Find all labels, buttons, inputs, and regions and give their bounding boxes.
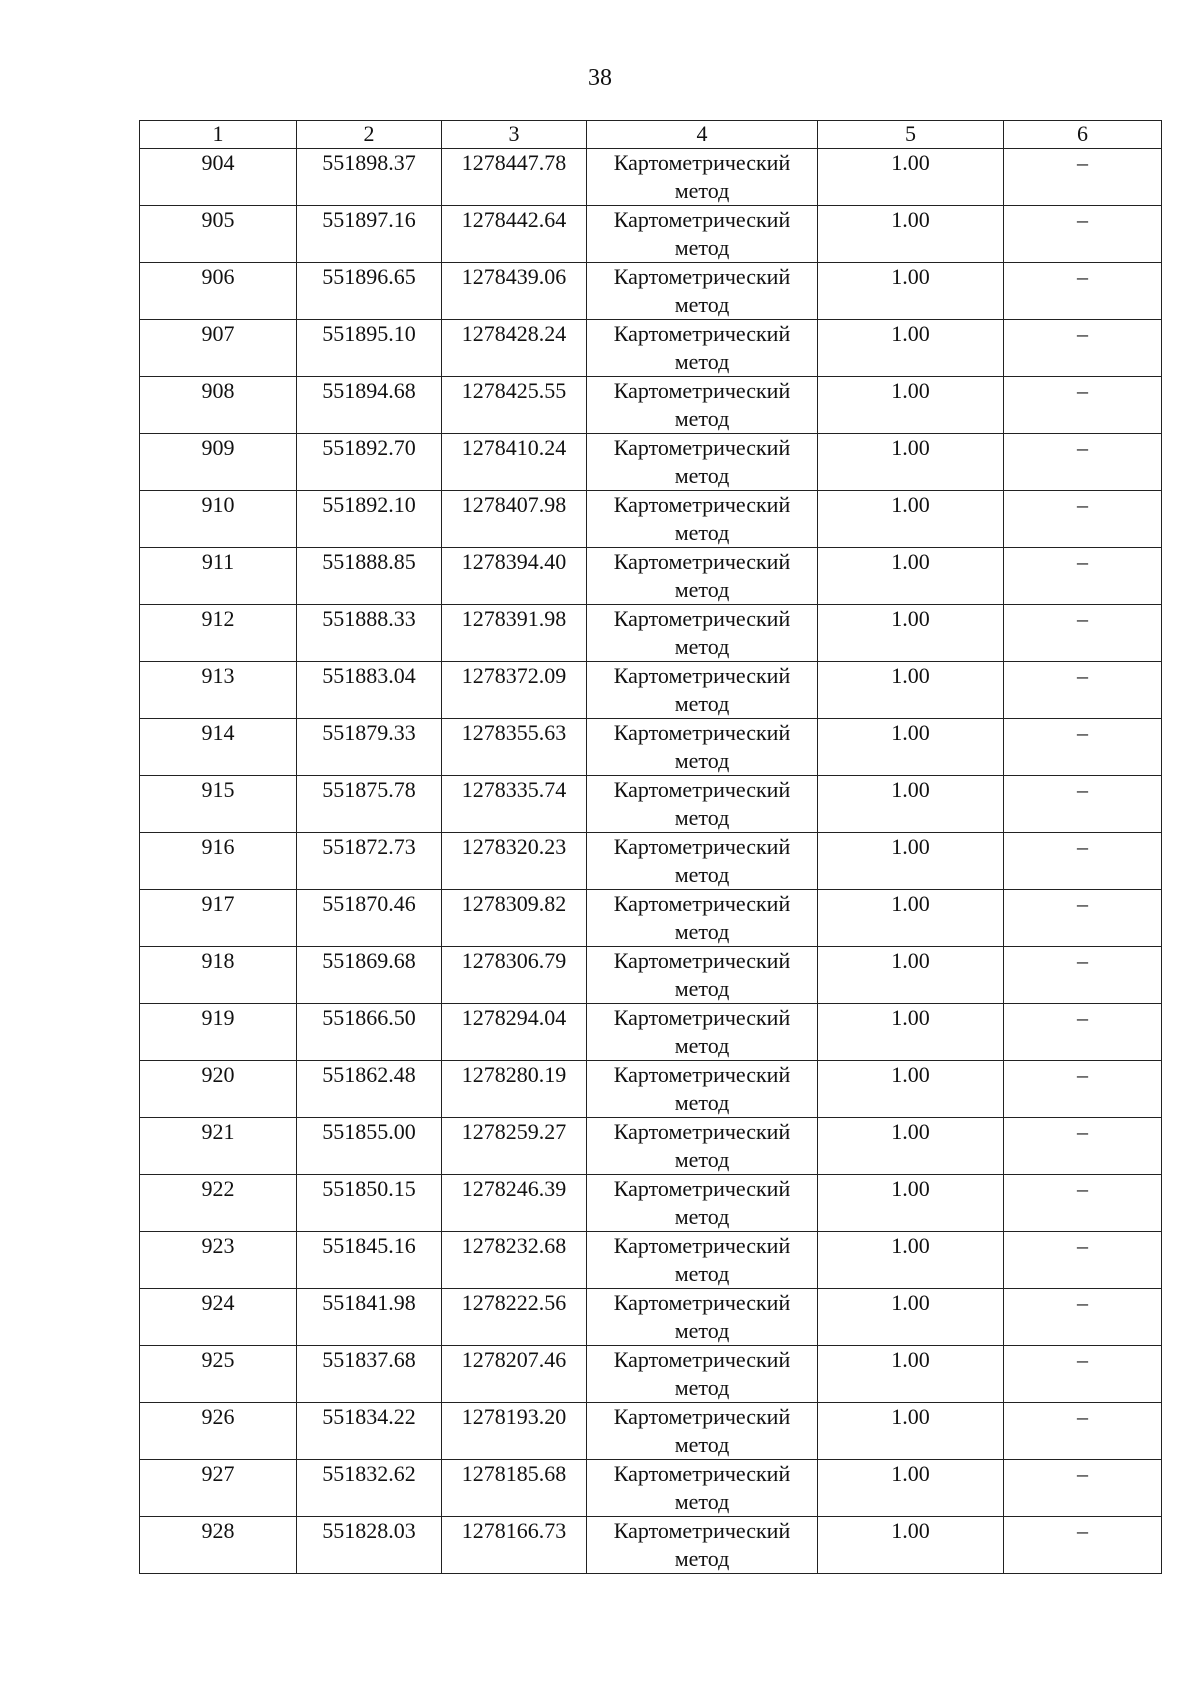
method-line-1: Картометрический: [613, 435, 791, 460]
cell-y-coordinate: 1278372.09: [442, 662, 587, 719]
method-line-2: метод: [674, 178, 730, 203]
table-row: [140, 1232, 1162, 1289]
cell-method: [587, 1118, 818, 1175]
table-row: [140, 833, 1162, 890]
cell-point-number: 913: [140, 662, 297, 719]
cell-accuracy: 1.00: [818, 491, 1004, 548]
cell-x-coordinate: 551892.10: [297, 491, 442, 548]
method-line-2: метод: [674, 235, 730, 260]
cell-accuracy: 1.00: [818, 1118, 1004, 1175]
cell-y-coordinate: 1278222.56: [442, 1289, 587, 1346]
cell-note: –: [1004, 605, 1162, 662]
table-row: [140, 548, 1162, 605]
cell-y-coordinate: 1278410.24: [442, 434, 587, 491]
cell-method: [587, 1004, 818, 1061]
method-line-1: Картометрический: [613, 1290, 791, 1315]
cell-method: [587, 662, 818, 719]
method-line-2: метод: [674, 862, 730, 887]
cell-method: [587, 776, 818, 833]
cell-x-coordinate: 551870.46: [297, 890, 442, 947]
cell-accuracy: 1.00: [818, 662, 1004, 719]
cell-point-number: 907: [140, 320, 297, 377]
method-line-2: метод: [674, 976, 730, 1001]
cell-x-coordinate: 551894.68: [297, 377, 442, 434]
cell-method: [587, 206, 818, 263]
table-row: [140, 1061, 1162, 1118]
cell-x-coordinate: 551888.33: [297, 605, 442, 662]
cell-method: [587, 377, 818, 434]
cell-x-coordinate: 551888.85: [297, 548, 442, 605]
cell-y-coordinate: 1278425.55: [442, 377, 587, 434]
table-row: [140, 776, 1162, 833]
cell-method: [587, 890, 818, 947]
method-line-1: Картометрический: [613, 378, 791, 403]
cell-note: –: [1004, 1175, 1162, 1232]
method-line-2: метод: [674, 1261, 730, 1286]
cell-y-coordinate: 1278309.82: [442, 890, 587, 947]
method-line-1: Картометрический: [613, 720, 791, 745]
cell-note: –: [1004, 548, 1162, 605]
cell-note: –: [1004, 890, 1162, 947]
cell-accuracy: 1.00: [818, 719, 1004, 776]
method-line-2: метод: [674, 1204, 730, 1229]
cell-note: –: [1004, 263, 1162, 320]
table-row: [140, 947, 1162, 1004]
cell-y-coordinate: 1278335.74: [442, 776, 587, 833]
cell-y-coordinate: 1278193.20: [442, 1403, 587, 1460]
method-line-1: Картометрический: [613, 1233, 791, 1258]
cell-y-coordinate: 1278232.68: [442, 1232, 587, 1289]
method-line-1: Картометрический: [613, 1461, 791, 1486]
cell-note: –: [1004, 719, 1162, 776]
cell-accuracy: 1.00: [818, 1061, 1004, 1118]
cell-method: [587, 1460, 818, 1517]
cell-point-number: 919: [140, 1004, 297, 1061]
cell-x-coordinate: 551895.10: [297, 320, 442, 377]
table-row: [140, 377, 1162, 434]
cell-x-coordinate: 551855.00: [297, 1118, 442, 1175]
cell-method: [587, 548, 818, 605]
cell-point-number: 909: [140, 434, 297, 491]
cell-note: –: [1004, 1118, 1162, 1175]
table-body: [140, 149, 1162, 1574]
cell-method: [587, 719, 818, 776]
cell-method: [587, 1346, 818, 1403]
method-line-2: метод: [674, 805, 730, 830]
cell-x-coordinate: 551834.22: [297, 1403, 442, 1460]
cell-point-number: 925: [140, 1346, 297, 1403]
cell-method: [587, 1232, 818, 1289]
cell-point-number: 908: [140, 377, 297, 434]
cell-accuracy: 1.00: [818, 1004, 1004, 1061]
table-row: [140, 1175, 1162, 1232]
coordinates-table: [139, 120, 1162, 1574]
table-row: [140, 719, 1162, 776]
cell-accuracy: 1.00: [818, 1289, 1004, 1346]
cell-y-coordinate: 1278442.64: [442, 206, 587, 263]
cell-method: [587, 320, 818, 377]
method-line-1: Картометрический: [613, 606, 791, 631]
method-line-2: метод: [674, 691, 730, 716]
method-line-1: Картометрический: [613, 1062, 791, 1087]
cell-method: [587, 491, 818, 548]
cell-point-number: 914: [140, 719, 297, 776]
cell-method: [587, 833, 818, 890]
cell-point-number: 915: [140, 776, 297, 833]
cell-note: –: [1004, 1004, 1162, 1061]
cell-accuracy: 1.00: [818, 947, 1004, 1004]
cell-note: –: [1004, 491, 1162, 548]
cell-x-coordinate: 551850.15: [297, 1175, 442, 1232]
cell-y-coordinate: 1278320.23: [442, 833, 587, 890]
method-line-2: метод: [674, 349, 730, 374]
cell-method: [587, 1175, 818, 1232]
cell-accuracy: 1.00: [818, 1517, 1004, 1574]
method-line-1: Картометрический: [613, 207, 791, 232]
table-row: [140, 263, 1162, 320]
cell-note: –: [1004, 149, 1162, 206]
method-line-2: метод: [674, 1033, 730, 1058]
cell-accuracy: 1.00: [818, 206, 1004, 263]
method-line-1: Картометрический: [613, 891, 791, 916]
cell-point-number: 923: [140, 1232, 297, 1289]
cell-method: [587, 1517, 818, 1574]
column-header-2: 2: [297, 121, 442, 149]
cell-note: –: [1004, 1346, 1162, 1403]
cell-point-number: 906: [140, 263, 297, 320]
cell-x-coordinate: 551832.62: [297, 1460, 442, 1517]
cell-y-coordinate: 1278259.27: [442, 1118, 587, 1175]
cell-method: [587, 1403, 818, 1460]
method-line-1: Картометрический: [613, 1404, 791, 1429]
cell-point-number: 928: [140, 1517, 297, 1574]
table-row: [140, 149, 1162, 206]
cell-point-number: 920: [140, 1061, 297, 1118]
cell-x-coordinate: 551875.78: [297, 776, 442, 833]
cell-point-number: 921: [140, 1118, 297, 1175]
method-line-1: Картометрический: [613, 1347, 791, 1372]
cell-y-coordinate: 1278428.24: [442, 320, 587, 377]
cell-y-coordinate: 1278306.79: [442, 947, 587, 1004]
cell-x-coordinate: 551883.04: [297, 662, 442, 719]
table-row: [140, 320, 1162, 377]
cell-accuracy: 1.00: [818, 263, 1004, 320]
cell-x-coordinate: 551862.48: [297, 1061, 442, 1118]
method-line-1: Картометрический: [613, 1176, 791, 1201]
table-header: [140, 121, 1162, 149]
cell-y-coordinate: 1278207.46: [442, 1346, 587, 1403]
method-line-2: метод: [674, 1546, 730, 1571]
column-header-4: 4: [587, 121, 818, 149]
column-header-5: 5: [818, 121, 1004, 149]
table-row: [140, 1460, 1162, 1517]
cell-point-number: 911: [140, 548, 297, 605]
cell-x-coordinate: 551898.37: [297, 149, 442, 206]
cell-method: [587, 1061, 818, 1118]
cell-y-coordinate: 1278294.04: [442, 1004, 587, 1061]
cell-x-coordinate: 551869.68: [297, 947, 442, 1004]
method-line-1: Картометрический: [613, 777, 791, 802]
cell-x-coordinate: 551892.70: [297, 434, 442, 491]
cell-note: –: [1004, 206, 1162, 263]
cell-accuracy: 1.00: [818, 377, 1004, 434]
method-line-1: Картометрический: [613, 150, 791, 175]
cell-y-coordinate: 1278439.06: [442, 263, 587, 320]
header-row: [140, 121, 1162, 149]
table-row: [140, 206, 1162, 263]
method-line-1: Картометрический: [613, 321, 791, 346]
cell-x-coordinate: 551841.98: [297, 1289, 442, 1346]
cell-note: –: [1004, 320, 1162, 377]
method-line-1: Картометрический: [613, 948, 791, 973]
cell-note: –: [1004, 833, 1162, 890]
cell-accuracy: 1.00: [818, 548, 1004, 605]
cell-accuracy: 1.00: [818, 149, 1004, 206]
cell-y-coordinate: 1278407.98: [442, 491, 587, 548]
cell-accuracy: 1.00: [818, 1403, 1004, 1460]
cell-y-coordinate: 1278355.63: [442, 719, 587, 776]
method-line-2: метод: [674, 463, 730, 488]
table-row: [140, 434, 1162, 491]
column-header-3: 3: [442, 121, 587, 149]
cell-method: [587, 263, 818, 320]
cell-method: [587, 605, 818, 662]
method-line-1: Картометрический: [613, 1005, 791, 1030]
cell-accuracy: 1.00: [818, 1460, 1004, 1517]
cell-y-coordinate: 1278185.68: [442, 1460, 587, 1517]
cell-point-number: 918: [140, 947, 297, 1004]
method-line-2: метод: [674, 1489, 730, 1514]
method-line-2: метод: [674, 1090, 730, 1115]
column-header-1: 1: [140, 121, 297, 149]
cell-y-coordinate: 1278280.19: [442, 1061, 587, 1118]
method-line-1: Картометрический: [613, 264, 791, 289]
method-line-2: метод: [674, 634, 730, 659]
cell-accuracy: 1.00: [818, 434, 1004, 491]
table-row: [140, 605, 1162, 662]
cell-x-coordinate: 551837.68: [297, 1346, 442, 1403]
cell-point-number: 926: [140, 1403, 297, 1460]
method-line-1: Картометрический: [613, 834, 791, 859]
method-line-1: Картометрический: [613, 549, 791, 574]
table-row: [140, 1517, 1162, 1574]
cell-note: –: [1004, 776, 1162, 833]
table-row: [140, 890, 1162, 947]
cell-y-coordinate: 1278394.40: [442, 548, 587, 605]
table-row: [140, 1004, 1162, 1061]
cell-x-coordinate: 551845.16: [297, 1232, 442, 1289]
method-line-2: метод: [674, 292, 730, 317]
cell-note: –: [1004, 662, 1162, 719]
cell-method: [587, 149, 818, 206]
cell-method: [587, 434, 818, 491]
cell-accuracy: 1.00: [818, 833, 1004, 890]
column-header-6: 6: [1004, 121, 1162, 149]
method-line-2: метод: [674, 406, 730, 431]
table-row: [140, 1346, 1162, 1403]
method-line-2: метод: [674, 1147, 730, 1172]
cell-method: [587, 1289, 818, 1346]
cell-method: [587, 947, 818, 1004]
cell-note: –: [1004, 1460, 1162, 1517]
method-line-2: метод: [674, 520, 730, 545]
cell-x-coordinate: 551897.16: [297, 206, 442, 263]
cell-note: –: [1004, 1517, 1162, 1574]
cell-x-coordinate: 551879.33: [297, 719, 442, 776]
method-line-1: Картометрический: [613, 492, 791, 517]
cell-note: –: [1004, 947, 1162, 1004]
cell-y-coordinate: 1278391.98: [442, 605, 587, 662]
cell-accuracy: 1.00: [818, 1346, 1004, 1403]
cell-accuracy: 1.00: [818, 1232, 1004, 1289]
table-row: [140, 491, 1162, 548]
method-line-2: метод: [674, 577, 730, 602]
cell-point-number: 924: [140, 1289, 297, 1346]
cell-point-number: 912: [140, 605, 297, 662]
table-row: [140, 1403, 1162, 1460]
method-line-2: метод: [674, 919, 730, 944]
method-line-1: Картометрический: [613, 663, 791, 688]
cell-point-number: 917: [140, 890, 297, 947]
cell-accuracy: 1.00: [818, 605, 1004, 662]
cell-y-coordinate: 1278166.73: [442, 1517, 587, 1574]
cell-note: –: [1004, 1061, 1162, 1118]
cell-note: –: [1004, 434, 1162, 491]
method-line-2: метод: [674, 1375, 730, 1400]
cell-point-number: 910: [140, 491, 297, 548]
cell-x-coordinate: 551896.65: [297, 263, 442, 320]
cell-note: –: [1004, 1232, 1162, 1289]
cell-x-coordinate: 551828.03: [297, 1517, 442, 1574]
method-line-2: метод: [674, 1318, 730, 1343]
cell-point-number: 922: [140, 1175, 297, 1232]
cell-point-number: 904: [140, 149, 297, 206]
method-line-2: метод: [674, 748, 730, 773]
cell-note: –: [1004, 1403, 1162, 1460]
method-line-2: метод: [674, 1432, 730, 1457]
method-line-1: Картометрический: [613, 1119, 791, 1144]
cell-accuracy: 1.00: [818, 1175, 1004, 1232]
cell-accuracy: 1.00: [818, 890, 1004, 947]
cell-y-coordinate: 1278246.39: [442, 1175, 587, 1232]
page-number: 38: [588, 65, 612, 91]
cell-x-coordinate: 551866.50: [297, 1004, 442, 1061]
cell-accuracy: 1.00: [818, 776, 1004, 833]
cell-point-number: 916: [140, 833, 297, 890]
cell-point-number: 905: [140, 206, 297, 263]
cell-y-coordinate: 1278447.78: [442, 149, 587, 206]
cell-accuracy: 1.00: [818, 320, 1004, 377]
table-row: [140, 1118, 1162, 1175]
method-line-1: Картометрический: [613, 1518, 791, 1543]
cell-point-number: 927: [140, 1460, 297, 1517]
cell-note: –: [1004, 377, 1162, 434]
table-row: [140, 662, 1162, 719]
cell-x-coordinate: 551872.73: [297, 833, 442, 890]
table-row: [140, 1289, 1162, 1346]
cell-note: –: [1004, 1289, 1162, 1346]
